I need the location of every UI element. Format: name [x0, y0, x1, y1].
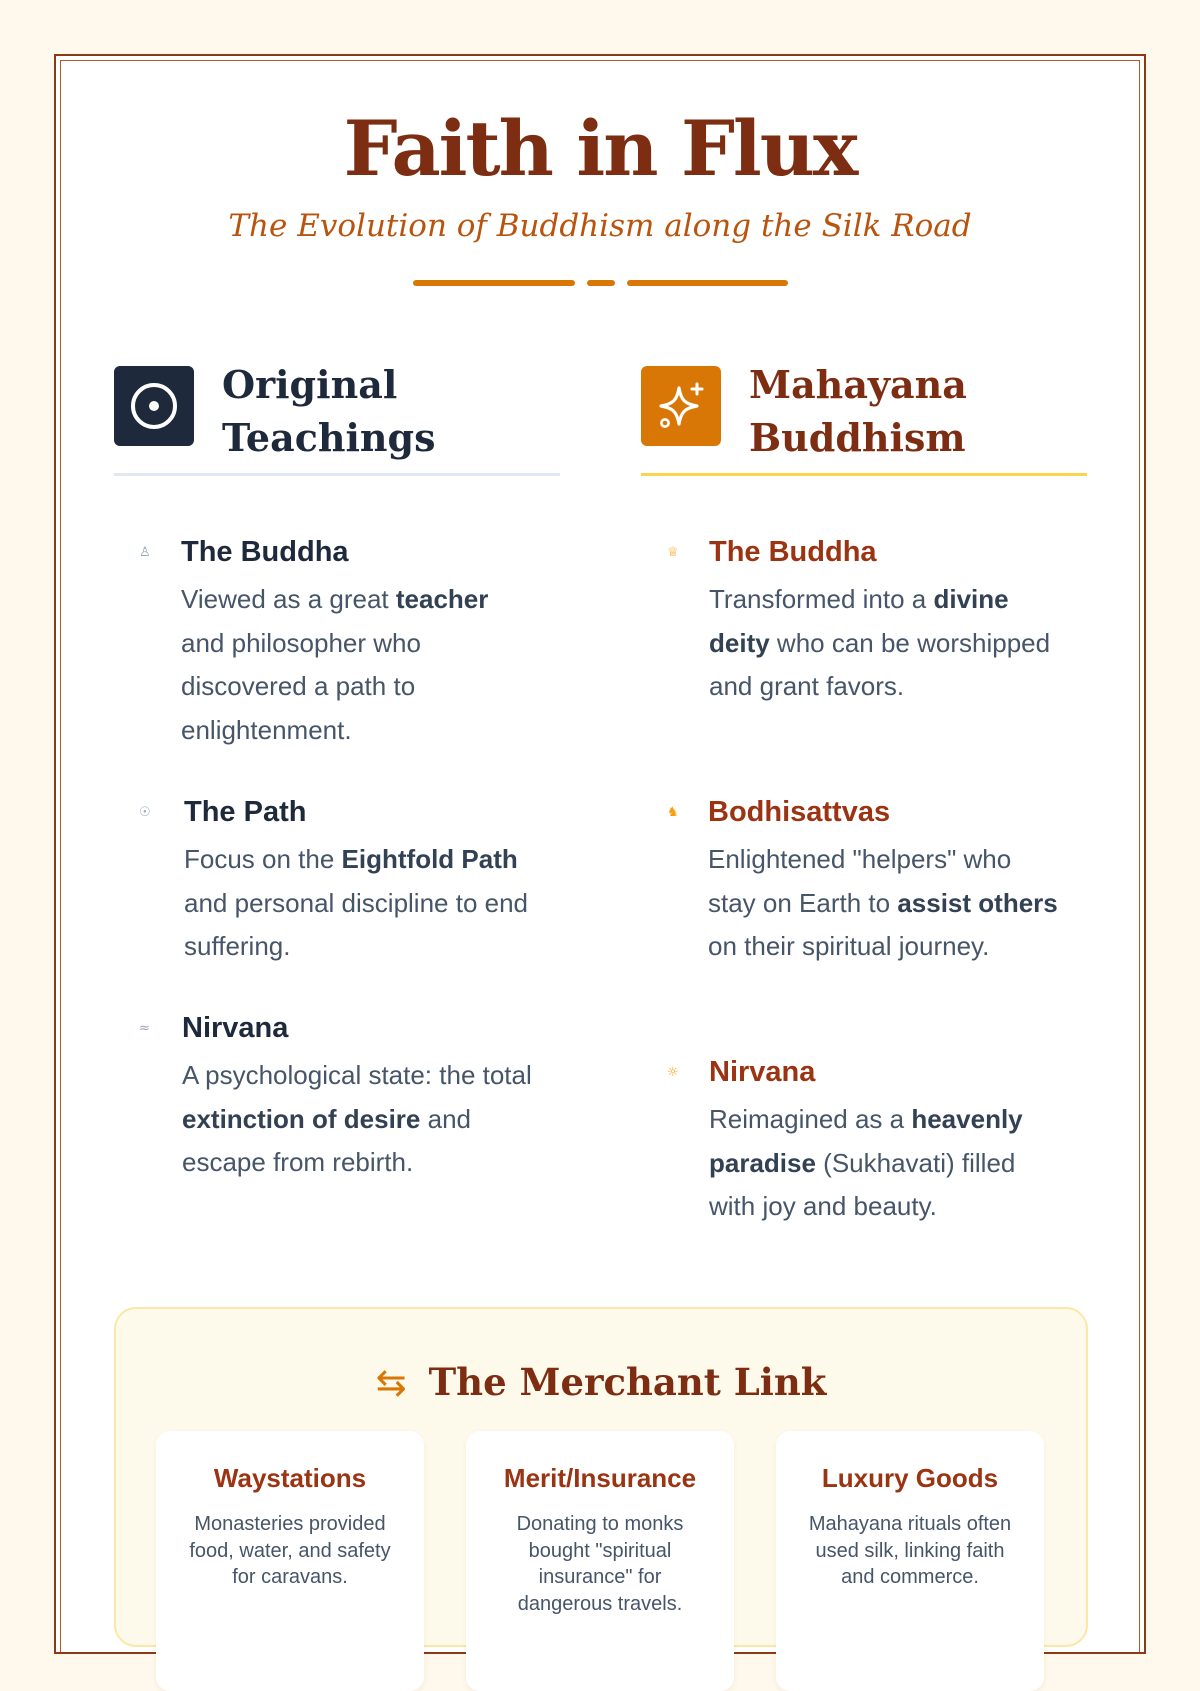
divider-left	[413, 280, 575, 286]
card-text: Donating to monks bought "spiritual insurance" for dangerous travels.	[516, 1513, 684, 1615]
merchant-card-merit	[466, 1431, 734, 1691]
item-title: The Buddha	[181, 536, 349, 568]
original-header	[114, 358, 560, 478]
person-icon: ♙	[139, 545, 151, 560]
card-title: Luxury Goods	[821, 1463, 999, 1493]
item-title: Nirvana	[709, 1056, 816, 1088]
original-title: Original Teachings	[222, 362, 436, 460]
item-title: The Buddha	[709, 536, 877, 568]
merchant-title: ⇆ The Merchant Link	[375, 1360, 827, 1404]
people-icon: ♞	[667, 805, 679, 820]
crown-icon: ♕	[667, 545, 679, 560]
original-rule	[114, 473, 560, 476]
item-text: A psychological state: the total extinction of desire and escape from rebirth.	[182, 1060, 532, 1177]
mahayana-title: Mahayana Buddhism	[749, 362, 967, 460]
item-title: Nirvana	[182, 1012, 289, 1044]
card-text: Monasteries provided food, water, and safety for caravans.	[189, 1513, 391, 1588]
merchant-card-luxury	[776, 1431, 1044, 1691]
mahayana-rule	[641, 473, 1087, 476]
item-text: Viewed as a great teacher and philosopher who discovered a path to enlightenment.	[181, 584, 489, 745]
dharma-circle-icon	[114, 366, 194, 446]
item-title: Bodhisattvas	[708, 796, 891, 828]
card-text: Mahayana rituals often used silk, linking faith and commerce.	[808, 1513, 1012, 1588]
item-text: Reimagined as a heavenly paradise (Sukhavati) filled with joy and beauty.	[709, 1104, 1023, 1221]
item-text: Enlightened "helpers" who stay on Earth to assist others on their spiritual journey.	[708, 844, 1058, 961]
exchange-arrows-icon: ⇆	[375, 1361, 407, 1404]
compass-icon: ☉	[139, 805, 151, 820]
mahayana-header	[641, 358, 1087, 478]
item-title: The Path	[184, 796, 307, 828]
merchant-panel	[114, 1307, 1088, 1647]
wind-icon: ≈	[139, 1021, 150, 1036]
divider-right	[627, 280, 788, 286]
card-title: Merit/Insurance	[503, 1463, 697, 1493]
page-subtitle: The Evolution of Buddhism along the Silk Road	[228, 208, 972, 244]
sparkles-icon	[641, 366, 721, 446]
item-text: Transformed into a divine deity who can be worshipped and grant favors.	[709, 584, 1051, 701]
divider-center	[587, 280, 615, 286]
merchant-card-waystations	[156, 1431, 424, 1691]
sun-cloud-icon: ☼	[667, 1065, 679, 1080]
page-title: Faith in Flux	[343, 104, 857, 193]
card-title: Waystations	[213, 1463, 367, 1493]
item-text: Focus on the Eightfold Path and personal discipline to end suffering.	[184, 844, 529, 961]
